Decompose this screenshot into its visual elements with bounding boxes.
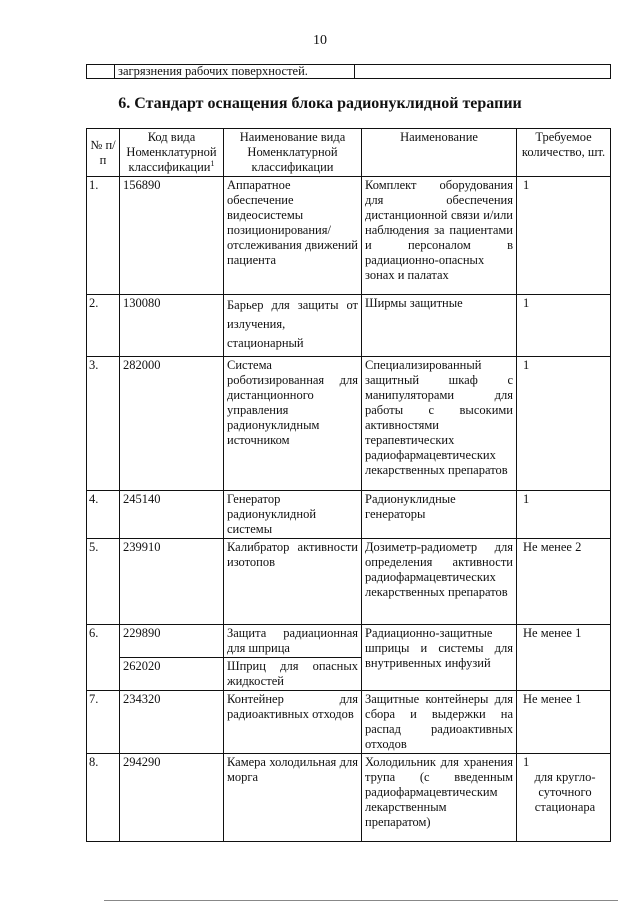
- row-qty: Не менее 2: [517, 539, 611, 625]
- row-name: Дозиметр-радиометр для определения активности радиофармацевтических лекарственных препаратов: [362, 539, 517, 625]
- row-num: 4.: [87, 491, 120, 539]
- equipment-table: [86, 128, 611, 842]
- row-num: 3.: [87, 357, 120, 491]
- table-header-row: [87, 129, 611, 177]
- row-code: 239910: [120, 539, 224, 625]
- row-qty: 1: [517, 295, 611, 357]
- row-name: Специализированный защитный шкаф с манипуляторами для работы с высокими активностями терапевтических радиофармацевтических лекарственных препаратов: [362, 357, 517, 491]
- row-qty: 1: [517, 177, 611, 295]
- row-kind: Контейнер для радиоактивных отходов: [224, 691, 362, 754]
- row-code: 282000: [120, 357, 224, 491]
- row-code: 229890: [120, 625, 224, 658]
- row-code: 294290: [120, 754, 224, 842]
- row-num: 5.: [87, 539, 120, 625]
- row-num: 8.: [87, 754, 120, 842]
- table-row: [87, 491, 611, 539]
- row-kind: Защита радиационная для шприца: [224, 625, 362, 658]
- table-cell: загрязнения рабочих поверхностей.: [115, 65, 355, 79]
- row-code: 234320: [120, 691, 224, 754]
- row-kind: Камера холодильная для морга: [224, 754, 362, 842]
- row-code: 262020: [120, 658, 224, 691]
- row-qty: Не менее 1: [517, 691, 611, 754]
- header-code: [120, 129, 224, 177]
- row-code: 245140: [120, 491, 224, 539]
- row-name: Комплект оборудования для обеспечения дистанционной связи и/или наблюдения за пациентами и персоналом в радиационно-опасных зонах и палатах: [362, 177, 517, 295]
- row-qty-value: 1: [523, 755, 530, 769]
- header-num-text: № п/п: [90, 137, 116, 167]
- table-row: [87, 177, 611, 295]
- table-row: [87, 357, 611, 491]
- header-code-text: Код вида Номенклатурной классификации: [126, 130, 217, 174]
- row-qty: [517, 754, 611, 842]
- row-num: 6.: [87, 625, 120, 691]
- table-row: [87, 691, 611, 754]
- row-qty: 1: [517, 357, 611, 491]
- table-row: [87, 539, 611, 625]
- row-name: Ширмы защитные: [362, 295, 517, 357]
- table-cell: [355, 65, 611, 79]
- row-name: Радиационно-защитные шприцы и системы для внутривенных инфузий: [362, 625, 517, 691]
- row-kind: Калибратор активности изотопов: [224, 539, 362, 625]
- row-code: 130080: [120, 295, 224, 357]
- header-name: Наименование: [362, 129, 517, 177]
- row-name: Холодильник для хранения трупа (с введенным радиофармацевтическим лекарственным препаратом): [362, 754, 517, 842]
- header-kind: Наименование вида Номенклатурной классификации: [224, 129, 362, 177]
- table-row: [87, 625, 611, 658]
- row-kind-text: Барьер для защиты от излучения, стационарный: [227, 298, 358, 350]
- row-kind: [224, 295, 362, 357]
- row-num: 7.: [87, 691, 120, 754]
- header-qty: Требуемое количество, шт.: [517, 129, 611, 177]
- section-title: 6. Стандарт оснащения блока радионуклидной терапии: [118, 95, 522, 112]
- row-name: Защитные контейнеры для сбора и выдержки на распад радиоактивных отходов: [362, 691, 517, 754]
- table-row: [87, 65, 611, 79]
- table-cell: [87, 65, 115, 79]
- row-num: 1.: [87, 177, 120, 295]
- row-kind: Аппаратное обеспечение видеосистемы позиционирования/ отслеживания движений пациента: [224, 177, 362, 295]
- footnote-marker: 1: [210, 158, 215, 168]
- table-row: [87, 754, 611, 842]
- page-bottom-rule: [104, 900, 618, 901]
- row-qty: 1: [517, 491, 611, 539]
- header-num: [87, 129, 120, 177]
- page-number: 10: [313, 33, 327, 48]
- table-row: [87, 295, 611, 357]
- row-kind: Система роботизированная для дистанционного управления радионуклидным источником: [224, 357, 362, 491]
- row-qty-note: для кругло-суточного стационара: [534, 770, 596, 814]
- row-kind: Шприц для опасных жидкостей: [224, 658, 362, 691]
- row-num: 2.: [87, 295, 120, 357]
- row-name: Радионуклидные генераторы: [362, 491, 517, 539]
- continued-table-row: [86, 64, 611, 79]
- row-qty: Не менее 1: [517, 625, 611, 691]
- row-kind: Генератор радионуклидной системы: [224, 491, 362, 539]
- row-code: 156890: [120, 177, 224, 295]
